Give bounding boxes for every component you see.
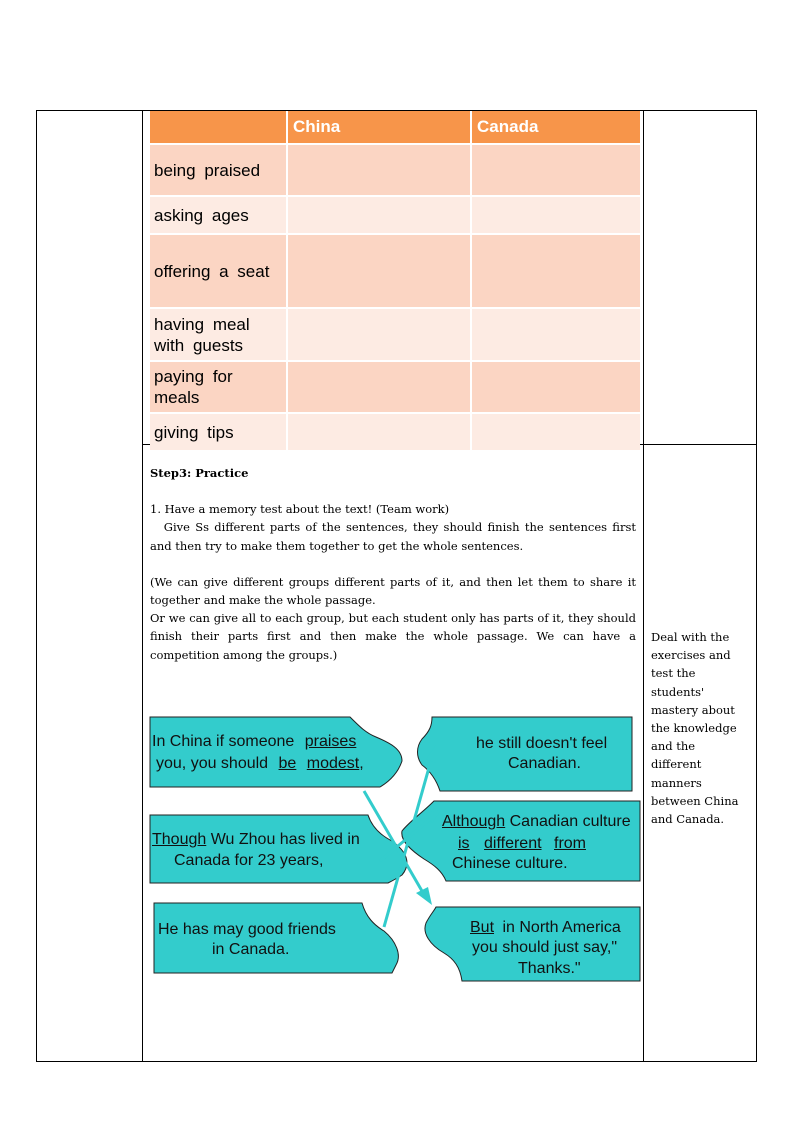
puzzle-piece-left-1 [150, 717, 402, 787]
canada-cell [472, 197, 640, 233]
china-cell [288, 362, 472, 412]
table-row [150, 233, 640, 307]
header-cell-blank [150, 111, 288, 143]
row-label: asking ages [150, 197, 288, 233]
step3-item1: 1. Have a memory test about the text! (Team work) [150, 502, 450, 517]
row-label: being praised [150, 145, 288, 195]
table-row [150, 360, 640, 412]
canada-cell [472, 362, 640, 412]
right-piece-2-line2 [452, 833, 590, 854]
blank-different: different [484, 835, 542, 852]
step3-item1-detail: Give Ss different parts of the sentences, they should finish the sentences first and then try to make them together to get the whole sentences. [150, 520, 636, 553]
step3-section [150, 464, 636, 664]
left-piece-2-line2: Canada for 23 years, [174, 852, 324, 869]
table-row [150, 307, 640, 360]
step3-note2: Or we can give all to each group, but each student only has parts of it, they should finish their parts first and then make the whole passage. We can have a competition among the groups.) [150, 611, 636, 662]
sentence-matching-puzzle [140, 705, 650, 990]
blank-modest: modest [306, 755, 360, 772]
blank-although: Although [442, 813, 506, 830]
arrowhead-1 [416, 887, 432, 905]
left-piece-1-line1: In China if someone praises [152, 731, 362, 752]
table-row [150, 195, 640, 233]
row-label: paying for meals [150, 362, 288, 412]
right-piece-2-line1: Although Canadian culture [442, 813, 631, 830]
left-piece-3-line1: He has may good friends [158, 921, 336, 938]
right-piece-1-line1: he still doesn't feel [476, 735, 608, 752]
canada-cell [472, 235, 640, 307]
canada-cell [472, 145, 640, 195]
header-cell-china: China [288, 111, 472, 143]
left-piece-3-line2: in Canada. [212, 941, 290, 958]
blank-is: is [458, 835, 470, 852]
header-cell-canada: Canada [477, 117, 539, 136]
step3-title: Step3: Practice [150, 466, 249, 480]
comparison-table [150, 111, 640, 450]
blank-be: be [278, 755, 297, 772]
row-label: giving tips [150, 414, 288, 450]
right-piece-3-line3: Thanks." [518, 960, 581, 977]
row-label: having meal with guests [150, 309, 288, 360]
side-note: Deal with the exercises and test the students' mastery about the knowledge and the different manners between China and Canada. [651, 630, 739, 827]
right-piece-2-line3: Chinese culture. [452, 855, 568, 872]
left-piece-2-line1: Though Wu Zhou has lived in [152, 831, 360, 848]
china-cell [288, 235, 472, 307]
blank-from: from [554, 835, 586, 852]
blank-though: Though [152, 831, 207, 848]
step3-note1: (We can give different groups different parts of it, and then let them to share it together and make the whole passage. [150, 574, 636, 608]
canada-cell [472, 414, 640, 450]
blank-praises: praises [304, 733, 357, 750]
comparison-table-header [150, 111, 640, 143]
table-row [150, 412, 640, 450]
china-cell [288, 414, 472, 450]
table-row [150, 143, 640, 195]
china-cell [288, 145, 472, 195]
china-cell [288, 197, 472, 233]
row-label: offering a seat [150, 235, 288, 307]
right-piece-3-line2: you should just say," [472, 939, 618, 956]
canada-cell [472, 309, 640, 360]
right-piece-1-line2: Canadian. [508, 755, 581, 772]
left-piece-1-line2: you, you should be modest, [156, 755, 364, 772]
china-cell [288, 309, 472, 360]
right-piece-3-line1: But in North America [466, 917, 621, 938]
blank-but: But [470, 919, 495, 936]
